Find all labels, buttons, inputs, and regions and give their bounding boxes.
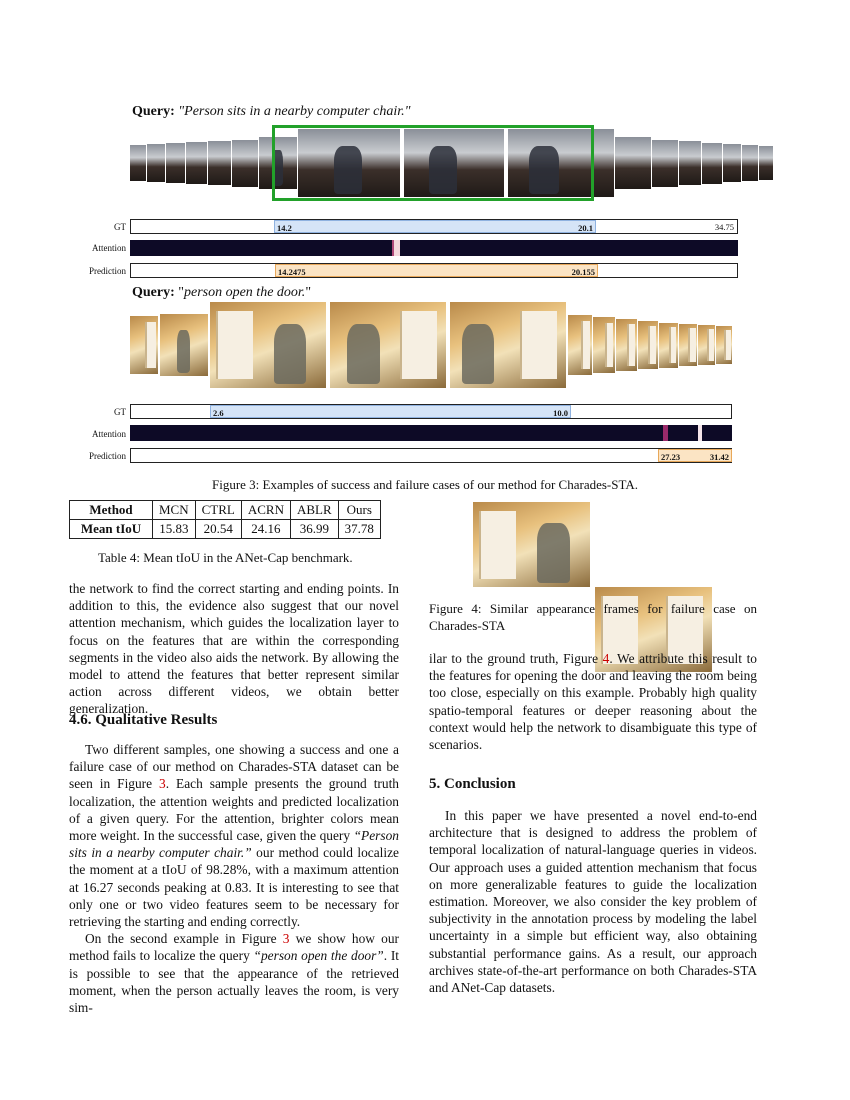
prediction-row-label: Prediction [89,451,126,461]
table-header-cell: MCN [153,501,196,520]
video-frame [652,140,678,187]
figure-ref-link[interactable]: 3 [159,776,166,792]
video-frame [450,302,566,388]
table-header-cell: ACRN [241,501,290,520]
attention-peak-edge [392,240,394,256]
table-header-cell: ABLR [290,501,338,520]
video-frame [716,326,732,364]
table-header-row [70,501,381,520]
query-close-quote: " [305,285,312,300]
video-frame [615,137,651,189]
gt-segment [274,220,596,233]
pred-end-label: 31.42 [709,452,729,462]
pred-start-label: 14.2475 [278,267,306,277]
table-row [70,520,381,539]
video-frame [130,316,158,374]
selected-moment-box [272,125,594,201]
prediction-bar [130,448,732,463]
video-frame [330,302,446,388]
figure4-frame-1 [473,502,590,587]
figure-ref-link[interactable]: 4 [602,651,610,666]
paragraph: In this paper we have presented a novel end-to-end architecture that is designed to address the problem of temporal localization of natural-language queries in videos. Our approach uses a guided attention mechanism that focus on more generalizable features to guide the localization estimation. Moreover, we also consider the key problem of subjectivity in the annotation process by modeling the label uncertainty in a simple but efficient way, also obtaining substantial performance gains. As a result, our approach archives state-of-the-art performance on both Charades-STA and ANet-Cap datasets. [429,808,757,996]
section-heading-conclusion: 5. Conclusion [429,776,516,792]
gt-row-label: GT [114,407,126,417]
video-frame [616,319,637,371]
figure4-caption: Figure 4: Similar appearance frames for failure case on Charades-STA [429,601,757,633]
attention-row-label: Attention [92,243,126,253]
table-header-cell: Ours [338,501,380,520]
table4 [69,500,381,539]
video-frame [679,141,701,185]
video-frame [759,146,773,180]
attention-row-label: Attention [92,429,126,439]
attention-bar [130,240,738,256]
gt-segment [210,405,571,418]
table-cell: 37.78 [338,520,380,539]
attention-bar [130,425,732,441]
video-frame [702,143,722,184]
prediction-segment [658,449,732,462]
table-header-cell: Method [70,501,153,520]
query-2 [132,285,311,301]
video-frame [742,145,758,181]
query-text: "Person sits in a nearby computer chair." [178,104,411,119]
table-cell: 36.99 [290,520,338,539]
figure3-caption: Figure 3: Examples of success and failure cases of our method for Charades-STA. [211,477,639,492]
query-label: Query: [132,104,175,119]
prediction-segment [275,264,598,277]
paragraph: the network to find the correct starting and ending points. In addition to this, the evidence also suggest that our novel attention mechanism, which guides the localization layer to focus on the features that are within the corresponding segments in the video also aids the network. By allowing the model to attend the features that better represent similar action across different videos, we obtain better generalization. [69,581,399,717]
video-frame [166,143,185,183]
attention-peak [698,425,702,441]
video-frame [723,144,741,182]
section-heading-qualitative: 4.6. Qualitative Results [69,712,218,728]
paragraph: On the second example in Figure 3 we show how our method fails to localize the query “person open the door”. It is possible to see that the appearance of the retrieved moment, when the person actually leaves the room, is very sim- [69,931,400,1016]
prediction-bar [130,263,738,278]
gt-bar [130,219,738,234]
video-frame [160,314,208,376]
left-para-continuation [69,580,399,718]
duration-label: 34.75 [714,222,734,232]
table-cell: Mean tIoU [70,520,153,539]
attention-peak [394,240,400,256]
video-frame [679,324,697,366]
frame-strip-2 [130,300,740,390]
video-frame [232,140,258,187]
gt-start-label: 14.2 [277,223,292,233]
right-para-continuation [429,650,757,753]
gt-bar [130,404,732,419]
video-frame [698,325,715,365]
table-header-cell: CTRL [195,501,241,520]
video-frame [659,323,678,368]
figure-ref-link[interactable]: 3 [282,931,290,947]
left-para-qualitative [69,741,399,1016]
paragraph: Two different samples, one showing a success and one a failure case of our method on Charades-STA dataset can be seen in Figure 3. Each sample presents the ground truth localization, the attention weights and predicted localization of a given query. For the attention, brighter colors mean more weight. In the successful case, given the query “Person sits in a nearby computer chair.” our method could localize the moment at a tIoU of 98.28%, with a maximum attention at 16.27 seconds peaking at 0.83. It is interesting to see that only one or two video features seem to be necessary for retrieving the starting and ending correctly. [69,742,400,930]
gt-start-label: 2.6 [213,408,224,418]
gt-end-label: 10.0 [553,408,568,418]
pred-end-label: 20.155 [571,267,595,277]
table-cell: 15.83 [153,520,196,539]
query-label: Query: [132,285,175,300]
paragraph: ilar to the ground truth, Figure 4. We attribute this result to the features for opening the door and leaving the room being too close, especially on this example. Probably high quality spatio-temporal features or deeper reasoning about the context would help the network to disambiguate this type of scenarios. [429,651,757,753]
prediction-row-label: Prediction [89,266,126,276]
table4-caption: Table 4: Mean tIoU in the ANet-Cap benchmark. [98,550,353,565]
gt-end-label: 20.1 [578,223,593,233]
query-text: person open the door. [183,285,306,300]
video-frame [638,321,658,369]
pred-start-label: 27.23 [661,452,681,462]
video-frame [147,144,165,182]
table-cell: 24.16 [241,520,290,539]
video-frame [568,315,592,375]
video-frame [130,145,146,181]
right-para-conclusion [429,807,757,996]
query-1 [132,104,411,120]
gt-row-label: GT [114,222,126,232]
video-frame [210,302,326,388]
table-cell: 20.54 [195,520,241,539]
video-frame [208,141,231,185]
video-frame [593,317,615,373]
video-frame [186,142,207,184]
attention-peak [663,425,668,441]
query-open-quote: " [178,285,184,300]
